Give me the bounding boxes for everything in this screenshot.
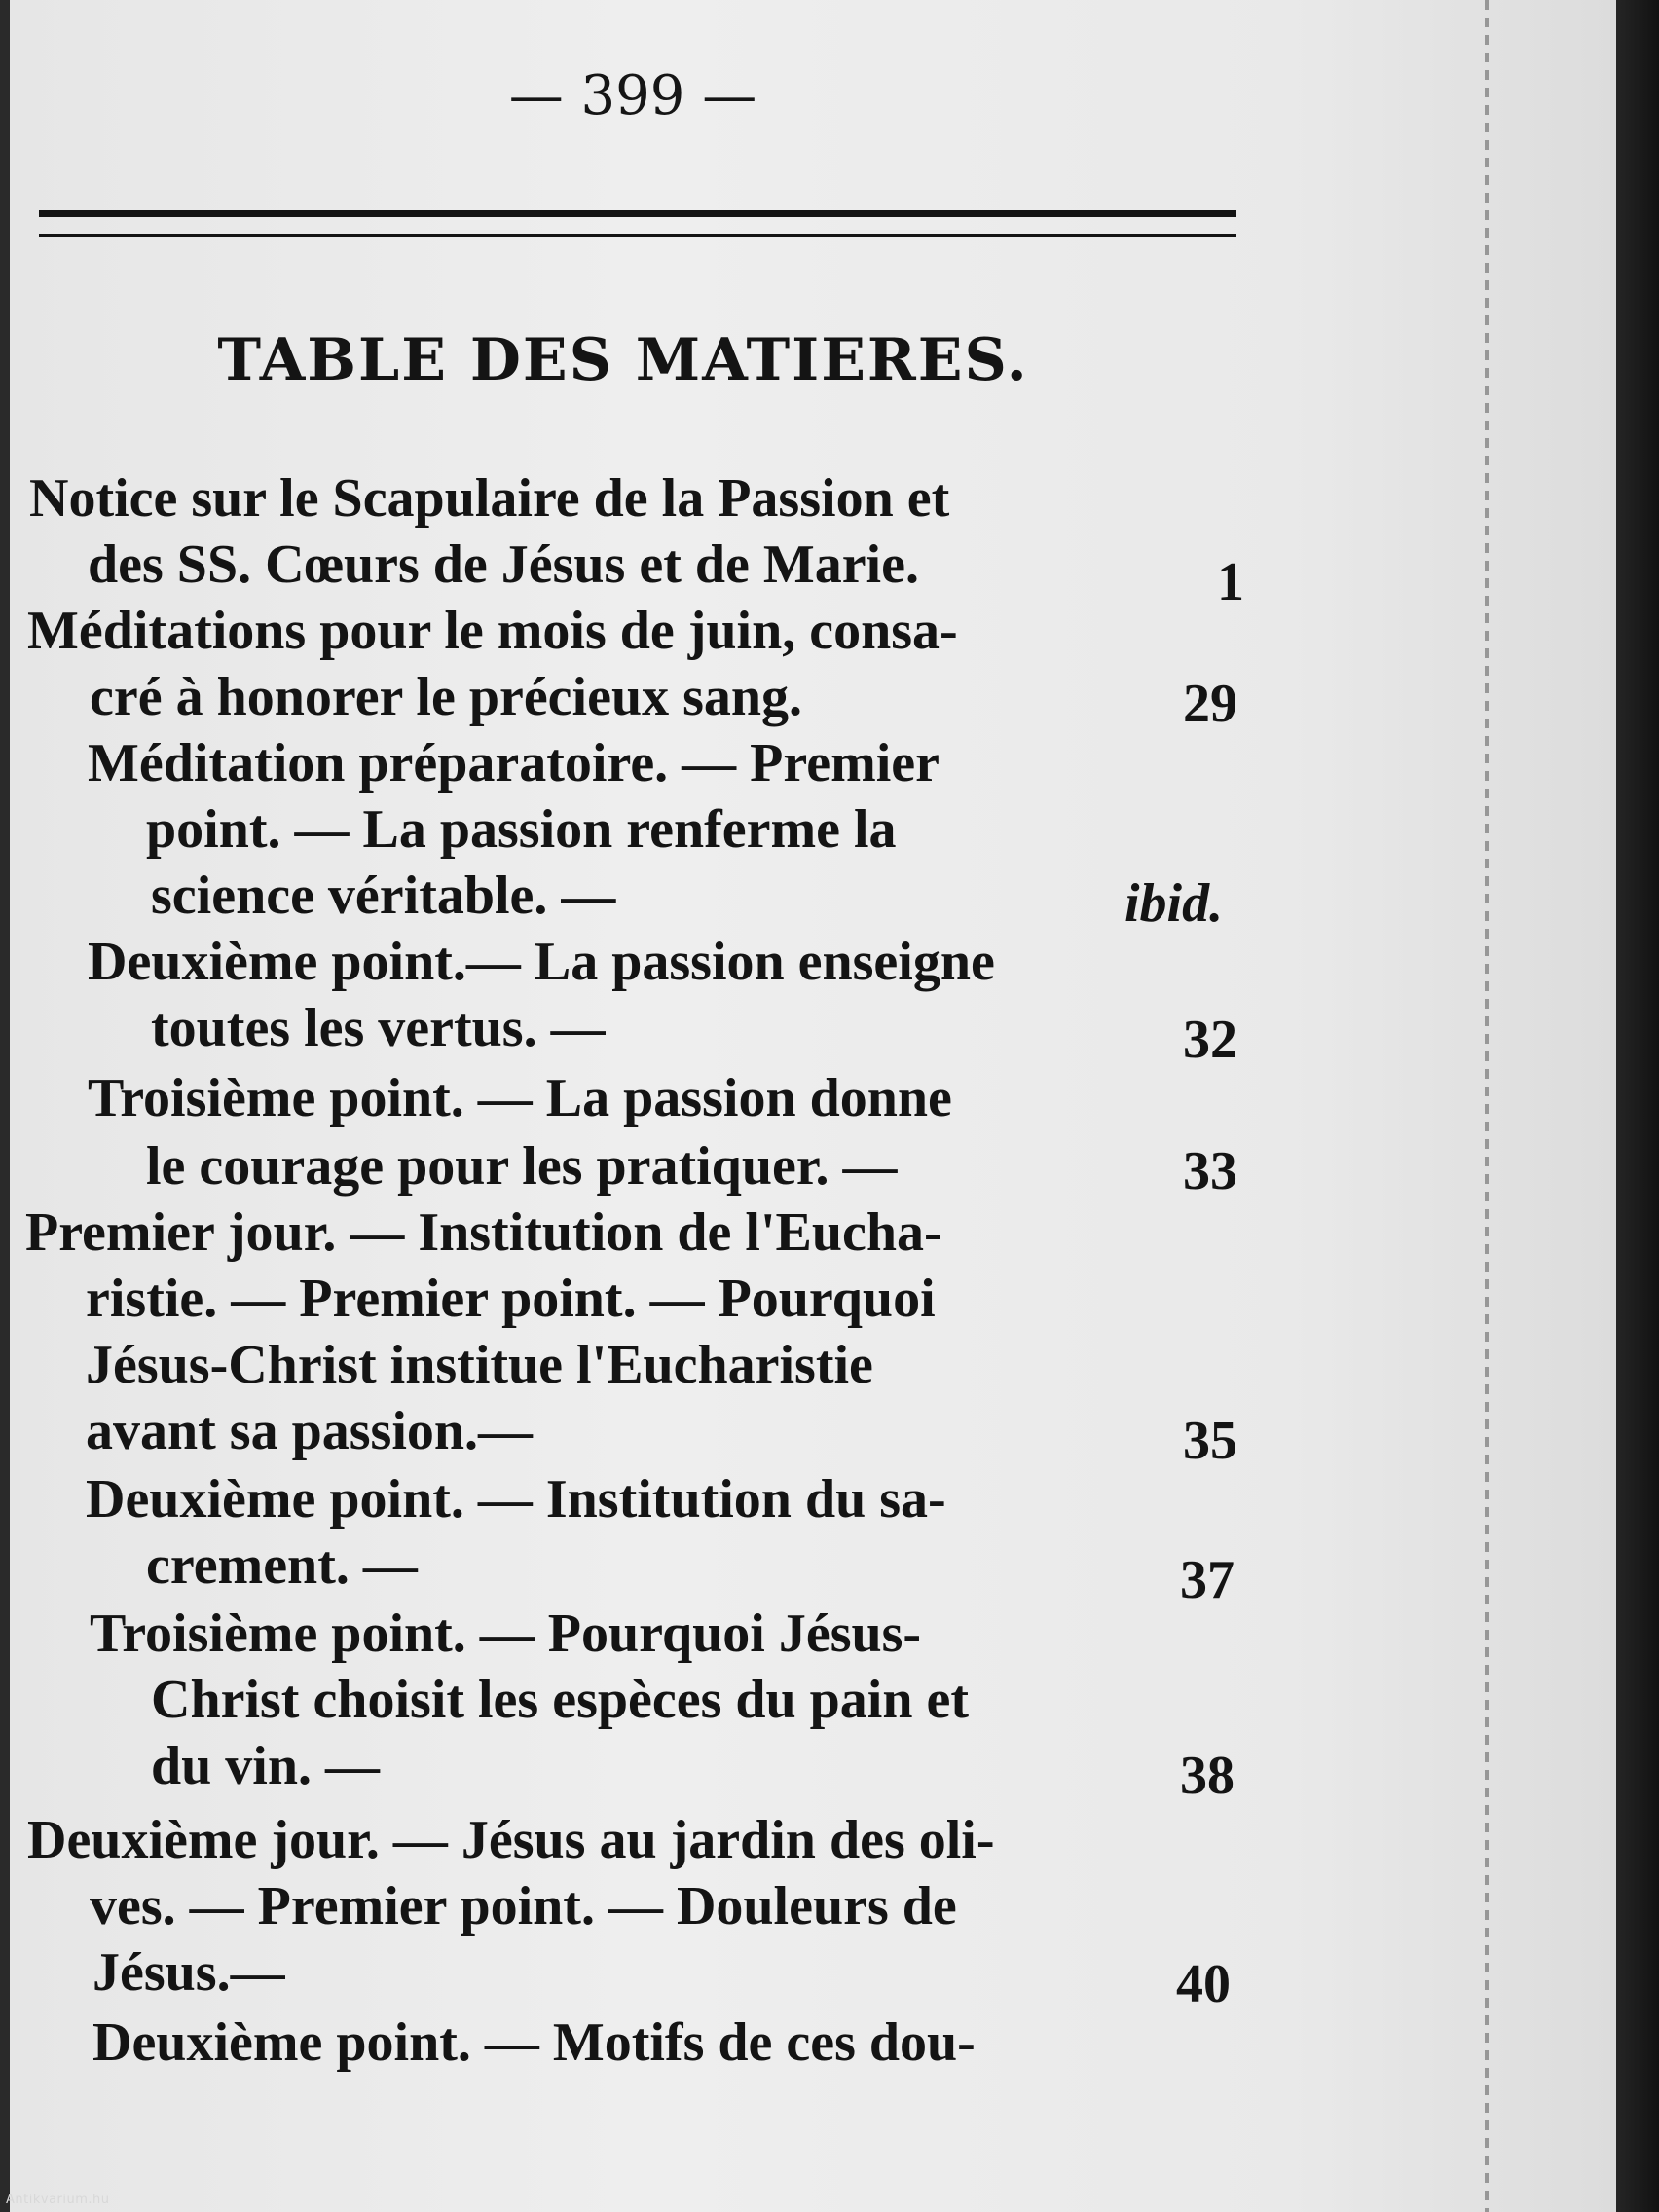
toc-page-number: 38 [1180, 1746, 1235, 1806]
page-edge [0, 0, 10, 2212]
page-number: — 399 — [508, 64, 757, 128]
toc-entry-line: Méditations pour le mois de juin, consa- [27, 601, 958, 661]
toc-entry-line: toutes les vertus. — [151, 998, 606, 1058]
page-title: TABLE DES MATIERES. [217, 326, 1029, 394]
toc-entry-line: des SS. Cœurs de Jésus et de Marie. [88, 535, 919, 595]
toc-entry-line: Premier jour. — Institution de l'Eucha- [25, 1202, 942, 1263]
toc-entry-line: le courage pour les pratiquer. — [146, 1136, 898, 1197]
toc-entry-line: point. — La passion renferme la [146, 799, 897, 860]
toc-page-number: ibid. [1124, 873, 1224, 934]
toc-entry-line: ristie. — Premier point. — Pourquoi [86, 1269, 936, 1329]
toc-page-number: 29 [1183, 674, 1237, 734]
toc-page-number: 37 [1180, 1550, 1235, 1610]
toc-entry-line: Jésus-Christ institue l'Eucharistie [86, 1335, 873, 1395]
toc-entry-line: avant sa passion.— [86, 1401, 534, 1461]
toc-entry-line: Deuxième jour. — Jésus au jardin des oli- [27, 1810, 995, 1870]
toc-page-number: 40 [1176, 1954, 1231, 2014]
toc-entry-line: Deuxième point. — Institution du sa- [86, 1469, 946, 1530]
page-fold-line [1485, 0, 1489, 2212]
toc-page-number: 32 [1183, 1010, 1237, 1070]
toc-entry-line: Notice sur le Scapulaire de la Passion et [29, 468, 950, 529]
toc-page-number: 1 [1217, 552, 1244, 612]
header-rule-thin [39, 234, 1236, 237]
toc-entry-line: Deuxième point. — Motifs de ces dou- [92, 2012, 976, 2073]
toc-entry-line: ves. — Premier point. — Douleurs de [90, 1876, 957, 1936]
toc-entry-line: du vin. — [151, 1736, 380, 1796]
toc-entry-line: Deuxième point.— La passion enseigne [88, 932, 995, 992]
watermark: Antikvarium.hu [6, 2193, 110, 2207]
toc-entry-line: Christ choisit les espèces du pain et [151, 1670, 969, 1730]
toc-entry-line: science véritable. — [151, 866, 616, 926]
toc-entry-line: crement. — [146, 1535, 418, 1596]
header-rule-thick [39, 210, 1236, 217]
toc-page-number: 33 [1183, 1141, 1237, 1201]
toc-entry-line: Troisième point. — Pourquoi Jésus- [90, 1604, 922, 1664]
toc-page-number: 35 [1183, 1411, 1237, 1471]
toc-entry-line: cré à honorer le précieux sang. [90, 667, 803, 727]
toc-entry-line: Méditation préparatoire. — Premier [88, 733, 940, 793]
toc-entry-line: Troisième point. — La passion donne [88, 1068, 952, 1128]
toc-entry-line: Jésus.— [92, 1942, 285, 2003]
